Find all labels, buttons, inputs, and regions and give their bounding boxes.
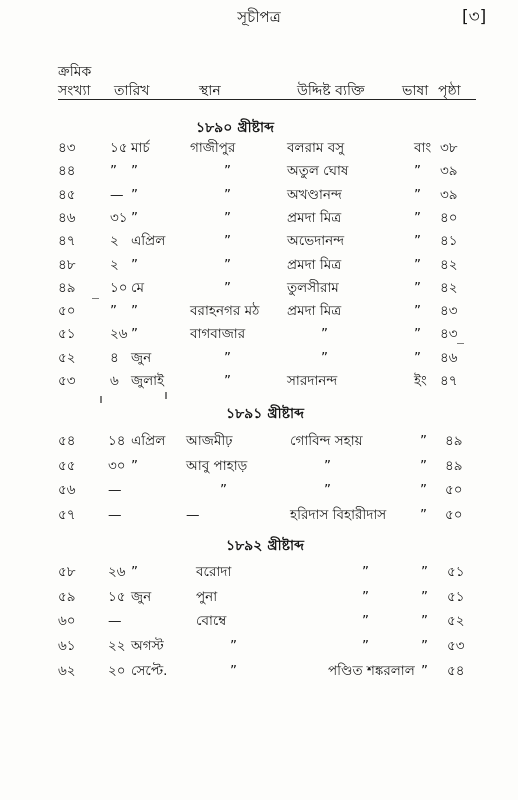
column-recipient: উদ্দিষ্ট ব্যক্তি [297,83,365,99]
cell-person: প্রমদা মিত্র [287,256,342,273]
cell-page: ৪৩ [440,303,458,320]
cell-person: ” [321,349,328,366]
cell-num: ৫৯ [58,588,76,605]
cell-page: ৩৯ [440,186,458,203]
cell-month: মে [131,279,144,296]
cell-day: ২৬ [110,326,128,343]
cell-page: ৩৮ [440,140,458,156]
cell-person: হরিদাস বিহারীদাস [290,507,387,524]
page-title: সূচীপত্র [237,8,281,26]
cell-num: ৪৬ [58,209,76,226]
cell-place: ” [230,638,237,655]
cell-num: ৫৬ [58,482,76,499]
cell-day: — [108,613,122,630]
cell-place: ” [224,256,231,273]
cell-lang: ” [421,564,428,580]
cell-month: অগস্ট [131,638,164,655]
cell-day: ১৪ [108,433,126,449]
cell-person: অতুল ঘোষ [287,163,349,180]
cell-place: বরোদা [196,564,232,580]
cell-month: ” [131,163,138,180]
cell-num: ৪৯ [58,279,76,296]
cell-place: ” [224,186,231,203]
cell-month: সেপ্টে. [131,662,168,679]
year-heading: ১৮৯১ খ্রীষ্টাব্দ [226,406,304,422]
cell-page: ৪৯ [445,457,463,474]
cell-num: ৪৮ [58,256,76,273]
cell-person: তুলসীরাম [287,279,339,296]
cell-place: ” [220,482,227,499]
cell-lang: ” [414,209,421,226]
scan-mark [92,298,99,299]
cell-lang: ” [414,326,421,343]
cell-month: জুলাই [131,373,165,389]
column-serial-line2: সংখ্যা [58,83,91,99]
cell-person: ” [324,482,331,499]
cell-day: ১৫ [110,140,128,156]
cell-month: জুন [131,349,152,366]
cell-page: ৪৬ [440,349,458,366]
cell-page: ৫৩ [447,638,465,655]
cell-day: ২৬ [108,564,126,580]
cell-place: আবু পাহাড় [186,457,248,474]
column-date: তারিখ [114,83,150,99]
column-language: ভাষা [402,83,429,99]
cell-place: আজমীঢ় [186,433,233,449]
cell-lang: ” [421,638,428,655]
cell-month: মার্চ [131,140,150,156]
cell-num: ৫১ [58,326,76,343]
cell-day: ৩১ [110,209,128,226]
column-page: পৃষ্ঠা [438,83,461,99]
cell-lang: ” [414,303,421,320]
cell-lang: বাং [414,140,432,156]
cell-num: ৫৫ [58,457,76,474]
cell-person: ” [362,613,369,630]
cell-day: ২ [110,256,119,273]
cell-place: বোম্বে [196,613,227,630]
cell-num: ৬২ [58,662,76,679]
cell-page: ৫২ [447,613,465,630]
cell-page: ৪১ [440,233,458,250]
cell-page: ৫১ [447,588,465,605]
cell-page: ৫০ [445,482,463,499]
cell-page: ৪৯ [445,433,463,449]
cell-page: ৪৭ [440,373,458,389]
cell-person: বলরাম বসু [287,140,345,156]
cell-page: ৪৩ [440,326,458,343]
cell-person: গোবিন্দ সহায় [290,433,363,449]
cell-place: ” [230,662,237,679]
cell-place: গাজীপুর [190,140,236,156]
cell-place: বাগবাজার [190,326,246,343]
cell-num: ৪৫ [58,186,76,203]
cell-month: ” [131,209,138,226]
cell-place: পুনা [196,588,218,605]
scan-mark [100,396,102,403]
cell-lang: ” [420,457,427,474]
cell-day: ২ [110,233,119,250]
year-heading: ১৮৯০ খ্রীষ্টাব্দ [196,120,274,136]
cell-num: ৫৭ [58,507,76,524]
cell-num: ৬০ [58,613,76,630]
cell-num: ৬১ [58,638,76,655]
cell-place: বরাহনগর মঠ [190,303,260,320]
cell-page: ৫৪ [447,662,465,679]
cell-num: ৪৪ [58,163,76,180]
cell-month: ” [131,256,138,273]
cell-person: ” [362,638,369,655]
cell-person: ” [362,588,369,605]
cell-page: ৫১ [447,564,465,580]
cell-place: — [186,507,200,524]
cell-num: ৫২ [58,349,76,366]
cell-month: ” [131,326,138,343]
cell-month: এপ্রিল [131,433,166,449]
cell-month: ” [131,564,138,580]
cell-page: ৩৯ [440,163,458,180]
cell-page: ৫০ [445,507,463,524]
cell-lang: ” [414,279,421,296]
cell-page: ৪২ [440,279,458,296]
cell-person: অভেদানন্দ [287,233,345,250]
cell-person: ” [362,564,369,580]
cell-lang: ” [421,613,428,630]
cell-day: ২০ [108,662,126,679]
cell-person: প্রমদা মিত্র [287,209,342,226]
cell-num: ৪৩ [58,140,76,156]
cell-person: ” [321,326,328,343]
cell-month: ” [131,457,138,474]
cell-num: ৫০ [58,303,76,320]
cell-day: ২২ [108,638,126,655]
column-place: স্থান [199,83,221,99]
cell-month: জুন [131,588,152,605]
cell-page: ৪২ [440,256,458,273]
cell-person: অখণ্ডানন্দ [287,186,342,203]
cell-day: — [108,482,122,499]
cell-person: পণ্ডিত শঙ্করলাল [328,662,415,679]
header-rule [58,99,476,100]
cell-day: — [108,507,122,524]
column-serial-line1: ক্রমিক [58,64,92,80]
cell-person: সারদানন্দ [287,373,338,389]
cell-num: ৫৩ [58,373,76,389]
cell-person: প্রমদা মিত্র [287,303,342,320]
cell-page: ৪০ [440,209,458,226]
cell-lang: ” [421,588,428,605]
cell-lang: ” [414,256,421,273]
cell-lang: ” [420,482,427,499]
cell-person: ” [324,457,331,474]
cell-place: ” [224,209,231,226]
cell-lang: ” [421,662,428,679]
cell-lang: ” [414,186,421,203]
cell-day: ১০ [110,279,128,296]
cell-lang: ” [420,507,427,524]
cell-place: ” [224,373,231,389]
cell-day: ৩০ [108,457,126,474]
cell-lang: ” [420,433,427,449]
cell-place: ” [224,279,231,296]
cell-place: ” [224,233,231,250]
cell-num: ৫৪ [58,433,76,449]
cell-num: ৪৭ [58,233,76,250]
cell-day: ৬ [110,373,119,389]
scan-mark [457,343,464,344]
year-heading: ১৮৯২ খ্রীষ্টাব্দ [226,538,304,554]
page-number: [৩] [462,7,487,27]
cell-lang: ” [414,349,421,366]
cell-lang: ইং [414,373,427,389]
cell-day: — [110,186,124,203]
cell-place: ” [224,349,231,366]
cell-day: ১৫ [108,588,126,605]
cell-place: ” [224,163,231,180]
cell-month: ” [131,186,138,203]
cell-day: ” [110,303,117,320]
cell-lang: ” [414,233,421,250]
scan-mark [165,392,167,399]
cell-day: ৪ [110,349,119,366]
cell-month: এপ্রিল [131,233,166,250]
cell-num: ৫৮ [58,564,76,580]
cell-day: ” [110,163,117,180]
cell-month: ” [131,303,138,320]
cell-lang: ” [414,163,421,180]
